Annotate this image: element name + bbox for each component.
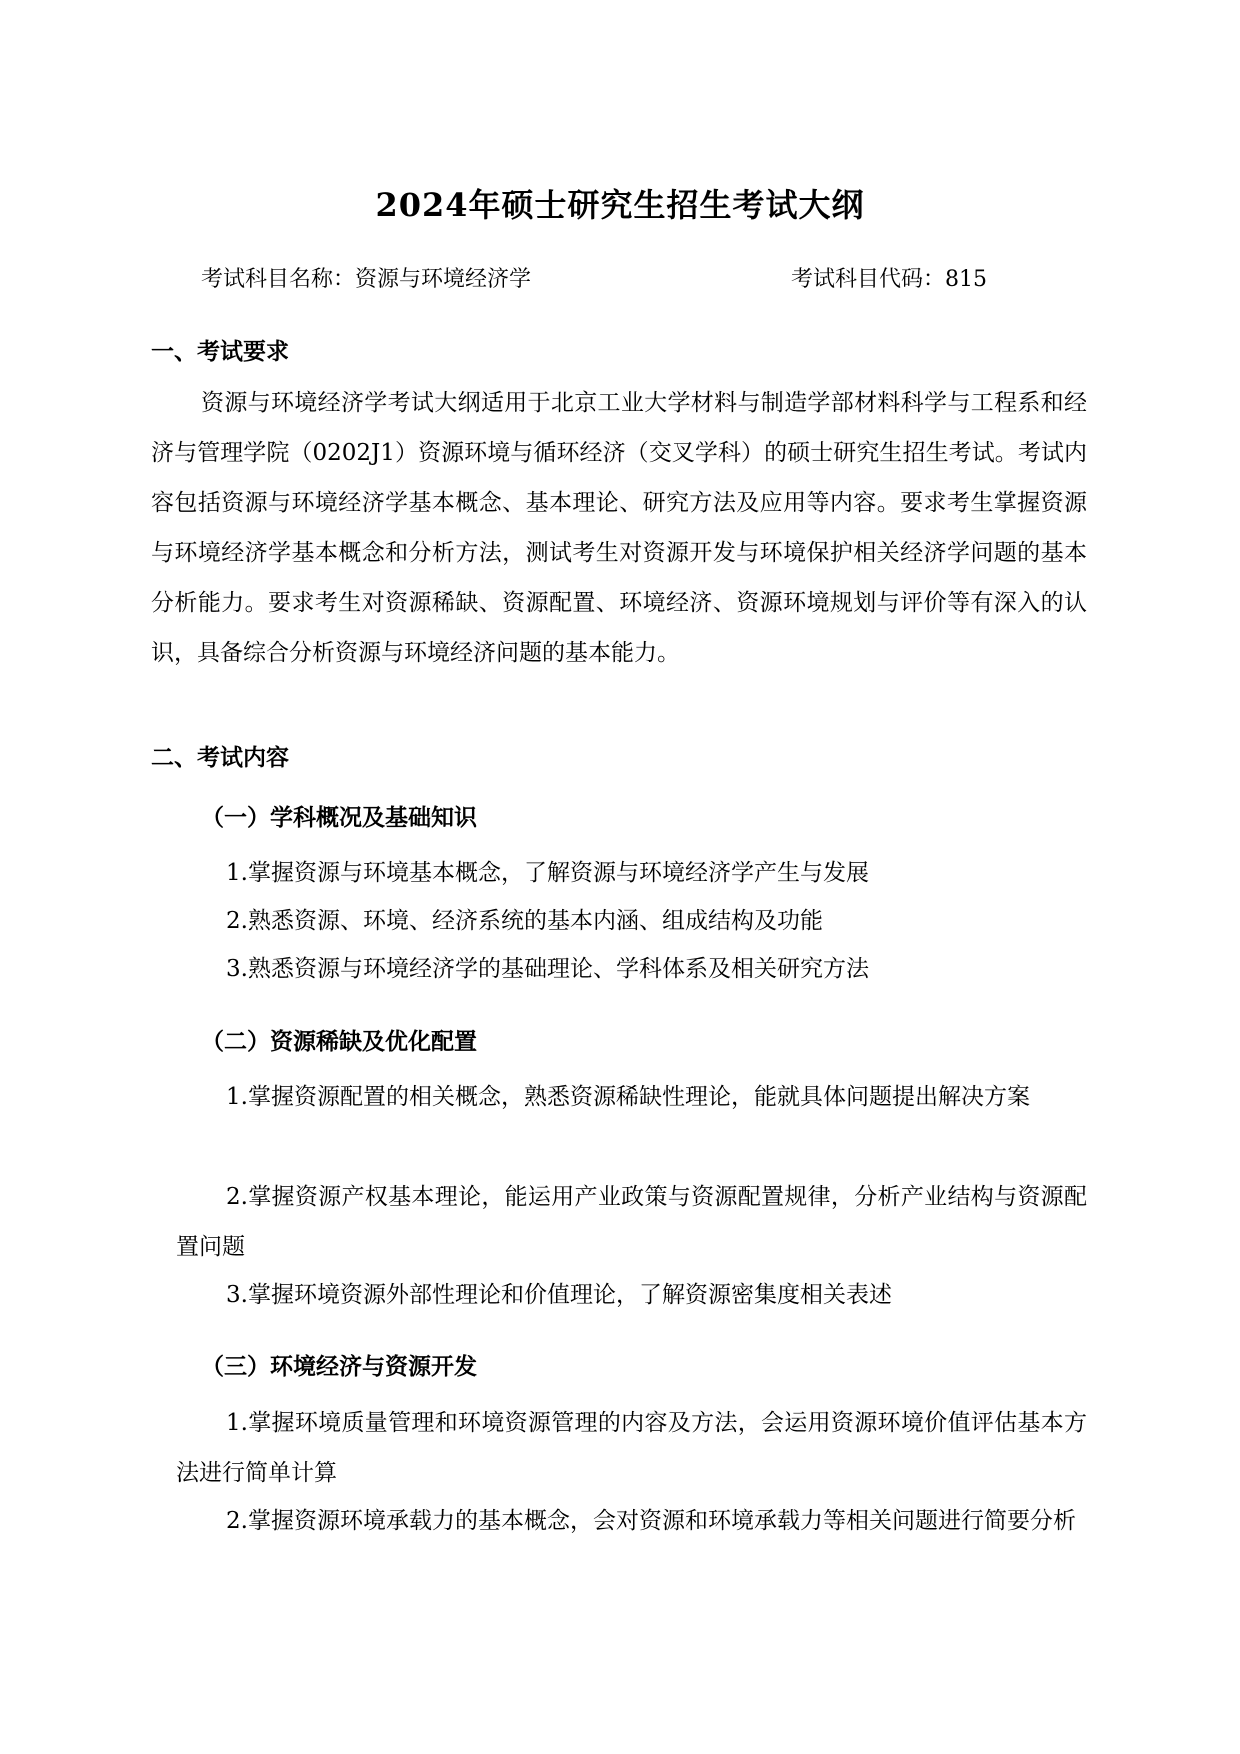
list-item: 1.掌握资源配置的相关概念，熟悉资源稀缺性理论，能就具体问题提出解决方案 <box>226 1084 1030 1110</box>
list-item: 2.掌握资源产权基本理论，能运用产业政策与资源配置规律，分析产业结构与资源配置问题 <box>176 1184 1087 1260</box>
subsection-heading-2: （二）资源稀缺及优化配置 <box>201 1028 477 1055</box>
list-item: 3.熟悉资源与环境经济学的基础理论、学科体系及相关研究方法 <box>226 956 869 982</box>
section-heading-requirements: 一、考试要求 <box>151 338 289 365</box>
subsection-heading-1: （一）学科概况及基础知识 <box>201 804 477 831</box>
list-item: 1.掌握资源与环境基本概念，了解资源与环境经济学产生与发展 <box>226 860 869 886</box>
subject-code: 考试科目代码：815 <box>791 267 987 292</box>
section-heading-content: 二、考试内容 <box>151 744 289 771</box>
requirements-paragraph: 资源与环境经济学考试大纲适用于北京工业大学材料与制造学部材料科学与工程系和经济与管理学院（0202J1）资源环境与循环经济（交叉学科）的硕士研究生招生考试。考试内容包括资源与环境经济学基本概念、基本理论、研究方法及应用等内容。要求考生掌握资源与环境经济学基本概念和分析方法，测试考生对资源开发与环境保护相关经济学问题的基本分析能力。要求考生对资源稀缺、资源配置、环境经济、资源环境规划与评价等有深入的认识，具备综合分析资源与环境经济问题的基本能力。 <box>151 390 1087 666</box>
list-item: 1.掌握环境质量管理和环境资源管理的内容及方法，会运用资源环境价值评估基本方法进行简单计算 <box>176 1410 1087 1486</box>
subsection-heading-3: （三）环境经济与资源开发 <box>201 1353 477 1380</box>
list-item: 3.掌握环境资源外部性理论和价值理论，了解资源密集度相关表述 <box>226 1282 892 1308</box>
subject-name: 考试科目名称：资源与环境经济学 <box>201 267 532 292</box>
list-item: 2.熟悉资源、环境、经济系统的基本内涵、组成结构及功能 <box>226 908 823 934</box>
list-item: 2.掌握资源环境承载力的基本概念，会对资源和环境承载力等相关问题进行简要分析 <box>226 1508 1076 1534</box>
document-title: 2024年硕士研究生招生考试大纲 <box>375 186 865 224</box>
